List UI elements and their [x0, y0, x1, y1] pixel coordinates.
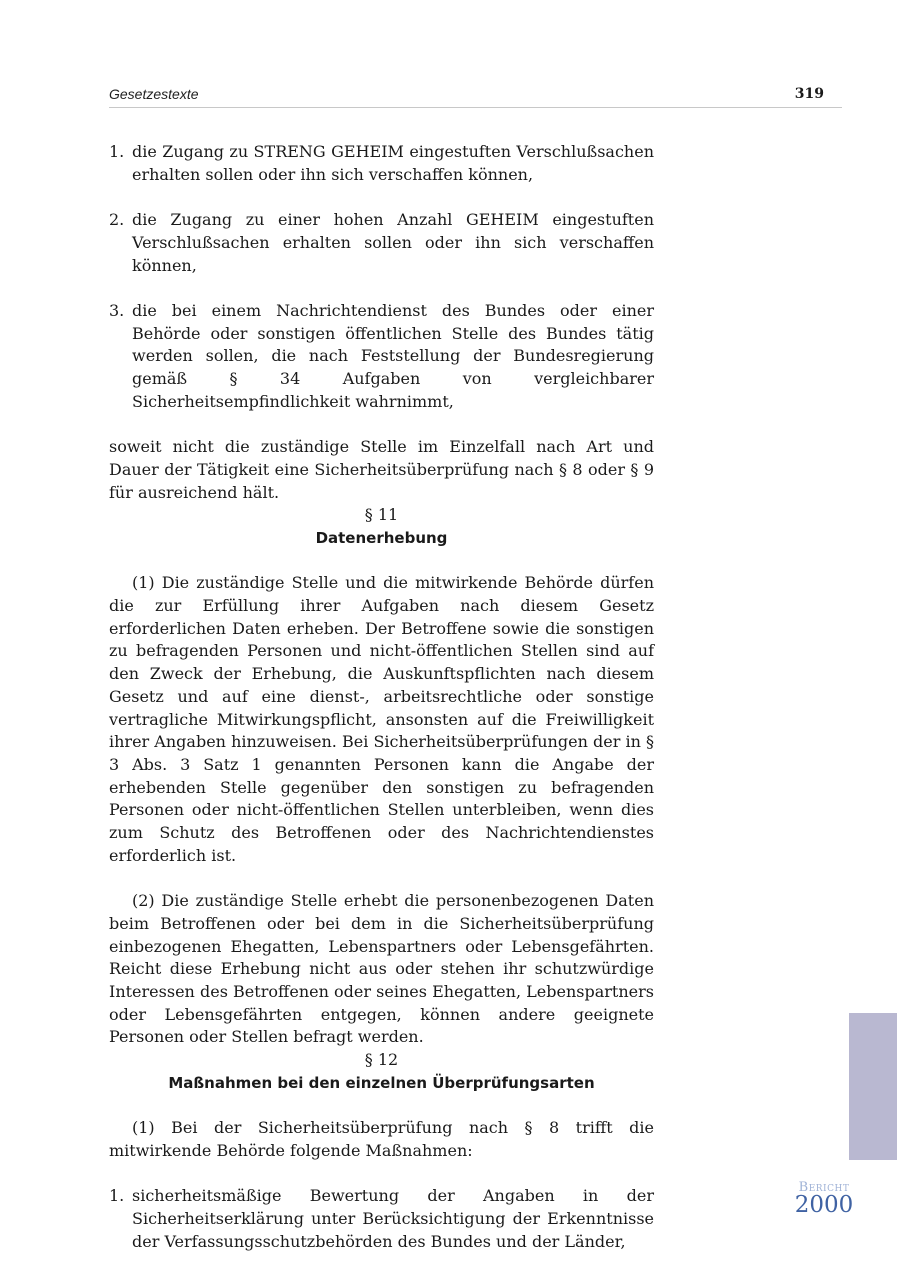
chapter-tab	[849, 1013, 897, 1160]
section-11-number: § 11	[364, 505, 399, 525]
bericht-2000-logo	[789, 1181, 859, 1216]
section-11-paragraph-2: (2) Die zuständige Stelle erhebt die personenbezogenen Daten beim Betroffenen oder bei dem in die Sicherheitsüberprüfung einbezogenen Ehegatten, Lebenspartners oder Lebensgefährten. Reicht diese Erhebung nicht aus oder stehen ihr schutzwürdige Interessen des Betroffenen oder seines Ehegatten, Lebenspartners oder Lebensgefährten entgegen, können andere geeignete Personen oder Stellen befragt werden.	[109, 891, 654, 1047]
section-11-paragraph-1: (1) Die zuständige Stelle und die mitwirkende Behörde dürfen die zur Erfüllung ihrer Aufgaben nach diesem Gesetz erforderlichen Daten erheben. Der Betroffene sowie die sonstigen zu befragenden Personen und nicht-öffentlichen Stellen sind auf den Zweck der Erhebung, die Auskunftspflichten nach diesem Gesetz und auf eine dienst-, arbeitsrechtliche oder sonstige vertragliche Mitwirkungspflicht, ansonsten auf die Freiwilligkeit ihrer Angaben hinzuweisen. Bei Sicherheitsüberprüfungen der in § 3 Abs. 3 Satz 1 genannten Personen kann die Angabe der erhebenden Stelle gegenüber den sonstigen zu befragenden Personen oder nicht-öffentlichen Stellen unterbleiben, wenn dies zum Schutz des Betroffenen oder des Nachrichtendienstes erforderlich ist.	[109, 573, 654, 865]
list-item-text: sicherheitsmäßige Bewertung der Angaben in der Sicherheitserklärung unter Berücksichtigung der Erkenntnisse der Verfassungsschutzbehörden des Bundes und der Länder,	[132, 1186, 654, 1251]
eligibility-list	[109, 141, 654, 413]
closing-paragraph: soweit nicht die zuständige Stelle im Einzelfall nach Art und Dauer der Tätigkeit eine Sicherheitsüberprüfung nach § 8 oder § 9 für ausreichend hält.	[109, 437, 654, 502]
section-11-title: Datenerhebung	[315, 528, 448, 547]
list-item	[109, 141, 654, 186]
logo-word: Bericht	[798, 1180, 850, 1195]
logo-year: 2000	[794, 1192, 854, 1218]
list-item-number: 2.	[109, 210, 125, 230]
section-12-title: Maßnahmen bei den einzelnen Überprüfungsarten	[168, 1073, 595, 1092]
section-12-number: § 12	[364, 1050, 399, 1070]
list-item-number: 1.	[109, 1186, 125, 1206]
list-item	[109, 300, 654, 414]
measures-list	[109, 1185, 654, 1253]
list-item-number: 1.	[109, 142, 125, 161]
list-item-number: 3.	[109, 300, 125, 320]
list-item-text: die bei einem Nachrichtendienst des Bundes oder einer Behörde oder sonstigen öffentlichen Stelle des Bundes tätig werden sollen, die nach Feststellung der Bundesregierung gemäß § 34 Aufgaben von vergleichbarer Sicherheitsempfindlichkeit wahrnimmt,	[132, 300, 654, 411]
running-title: Gesetzestexte	[109, 86, 199, 102]
document-body	[109, 141, 654, 1276]
list-item	[109, 209, 654, 277]
list-item	[109, 1185, 654, 1253]
section-12-paragraph-1: (1) Bei der Sicherheitsüberprüfung nach § 8 trifft die mitwirkende Behörde folgende Maßnahmen:	[109, 1118, 654, 1160]
list-item-text: die Zugang zu einer hohen Anzahl GEHEIM eingestuften Verschlußsachen erhalten sollen oder ihn sich verschaffen können,	[132, 210, 654, 275]
list-item-text: die Zugang zu STRENG GEHEIM eingestuften Verschlußsachen erhalten sollen oder ihn sich verschaffen können,	[132, 142, 654, 184]
page-number: 319	[794, 86, 824, 102]
page-header	[109, 86, 842, 108]
